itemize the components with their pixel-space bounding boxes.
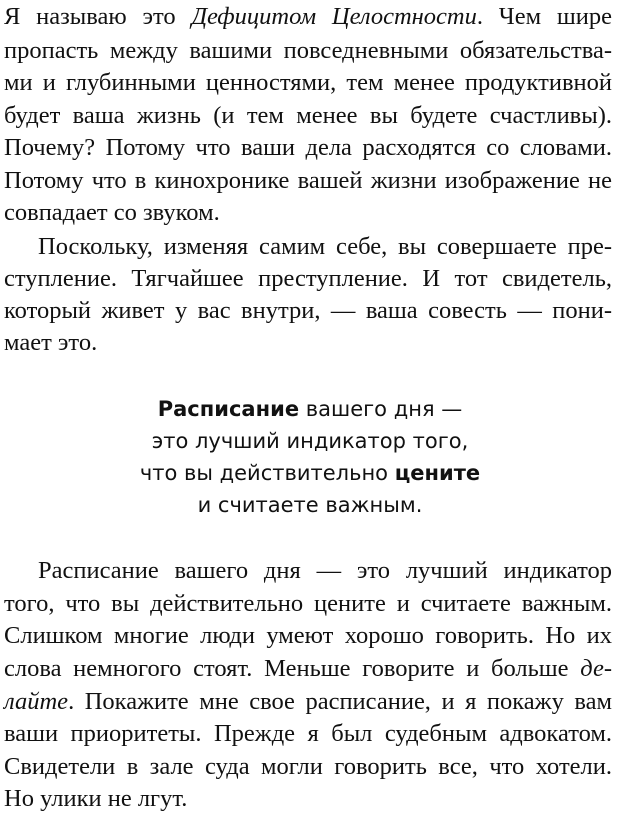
text-line: Расписание вашего дня — это лучший индикатор — [38, 557, 612, 584]
text-line: совпадает со звуком. — [4, 199, 220, 226]
emphasis: Дефицитом Целостности — [191, 3, 477, 30]
emphasis: лайте — [4, 688, 69, 715]
text-line: лайте. Покажите мне свое расписание, и я покажу вам — [4, 688, 612, 715]
pullquote-bold: Расписание — [157, 397, 300, 421]
text-line: Но улики не лгут. — [4, 785, 188, 812]
text-line: который живет у вас внутри, — ваша совесть — пони- — [4, 297, 612, 324]
pullquote-line: Расписание вашего дня — — [157, 397, 463, 421]
emphasis: де- — [580, 655, 612, 682]
pullquote-line: и считаете важным. — [197, 493, 423, 517]
text-line: ваши приоритеты. Прежде я был судебным адвокатом. — [4, 720, 612, 747]
text-line: пропасть между вашими повседневными обязательства- — [4, 37, 612, 64]
text-line: того, что вы действительно цените и считаете важным. — [4, 590, 612, 617]
text-line: ми и глубинными ценностями, тем менее продуктивной — [4, 69, 612, 96]
text-line: мает это. — [4, 329, 98, 356]
text-line: Потому что в кинохронике вашей жизни изображение не — [4, 167, 612, 194]
text-line: Я называю это Дефицитом Целостности. Чем шире — [4, 3, 612, 30]
text-line: Почему? Потому что ваши дела расходятся со словами. — [4, 134, 612, 161]
text-line: Слишком многие люди умеют хорошо говорить. Но их — [4, 622, 612, 649]
pullquote-bold: цените — [394, 461, 481, 485]
text-line: Поскольку, изменяя самим себе, вы совершаете пре- — [38, 233, 612, 260]
pullquote-line: это лучший индикатор того, — [151, 429, 469, 453]
text-line: ступление. Тягчайшее преступление. И тот свидетель, — [4, 265, 612, 292]
pullquote-line: что вы действительно цените — [139, 461, 481, 485]
text-line: слова немногого стоят. Меньше говорите и больше де- — [4, 655, 612, 682]
text-line: будет ваша жизнь (и тем менее вы будете счастливы). — [4, 102, 612, 129]
text-line: Свидетели в зале суда могли говорить все, что хотели. — [4, 753, 612, 780]
